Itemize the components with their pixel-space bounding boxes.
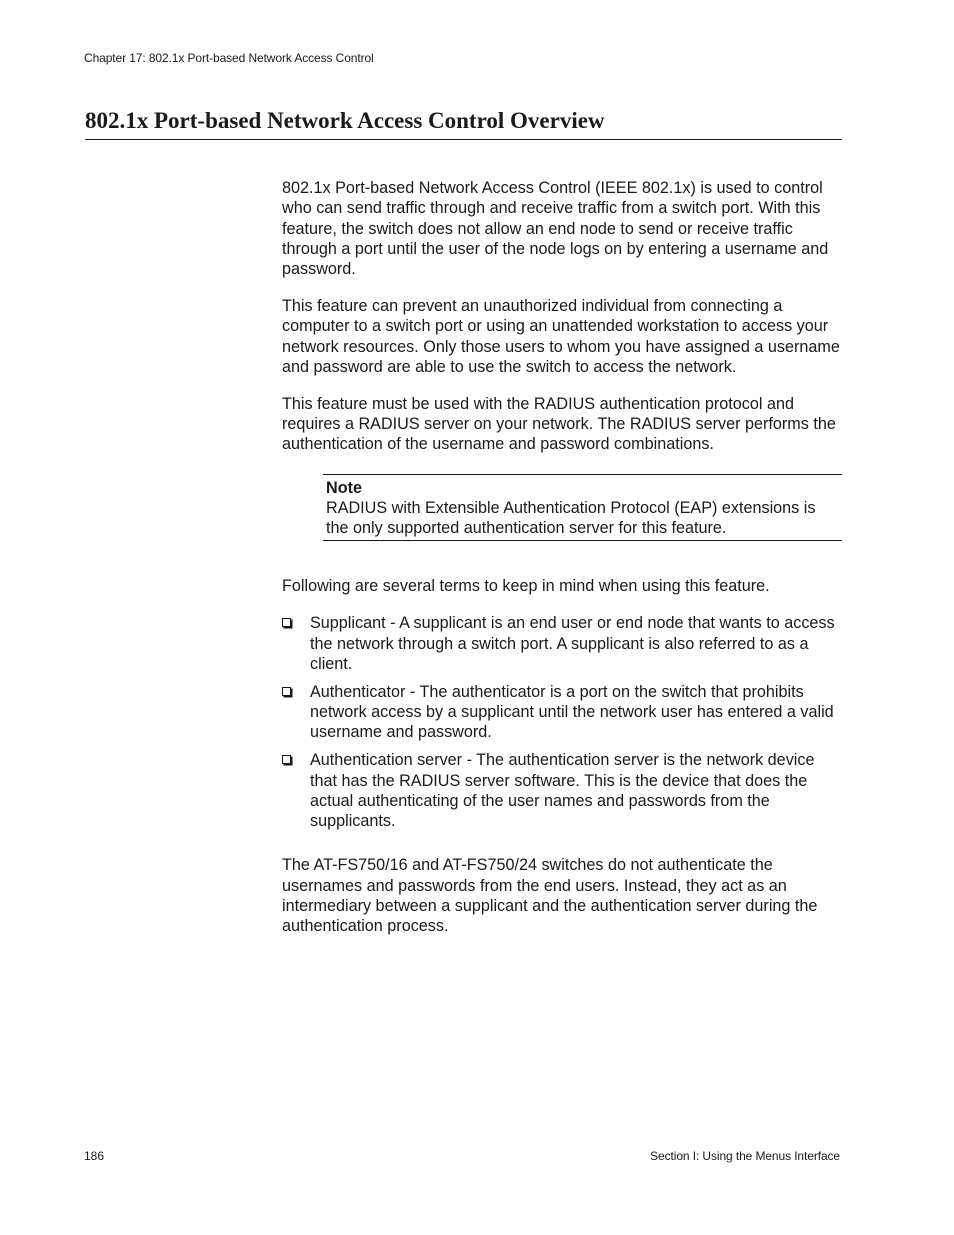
checkbox-bullet-icon (282, 755, 291, 764)
terms-list (282, 613, 844, 831)
terms-intro: Following are several terms to keep in mind when using this feature. (282, 577, 770, 596)
note-box (323, 474, 842, 542)
checkbox-bullet-icon (282, 687, 291, 696)
checkbox-bullet-icon (282, 618, 291, 627)
running-header: Chapter 17: 802.1x Port-based Network Access Control (84, 51, 374, 65)
note-text: RADIUS with Extensible Authentication Protocol (EAP) extensions is the only supported authentication server for this feature. (326, 498, 816, 538)
term-supplicant: Supplicant - A supplicant is an end user or end node that wants to access the network through a switch port. A supplicant is also referred to as a client. (310, 614, 835, 673)
paragraph-closing: The AT-FS750/16 and AT-FS750/24 switches do not authenticate the usernames and passwords from the end users. Instead, they act as an intermediary between a supplicant and the authentication server during the authentication process. (282, 856, 818, 936)
term-authenticator: Authenticator - The authenticator is a port on the switch that prohibits network access by a supplicant until the network user has entered a valid username and password. (310, 682, 834, 742)
footer-page-number: 186 (84, 1149, 105, 1163)
list-item (282, 750, 844, 831)
paragraph-radius: This feature must be used with the RADIUS authentication protocol and requires a RADIUS server on your network. The RADIUS server performs the authentication of the username and password combinations. (282, 394, 836, 454)
section-title: 802.1x Port-based Network Access Control Overview (85, 106, 842, 140)
note-title: Note (326, 478, 362, 497)
list-item (282, 682, 844, 743)
list-item (282, 613, 844, 674)
paragraph-purpose: This feature can prevent an unauthorized individual from connecting a computer to a switch port or using an unattended workstation to access your network resources. Only those users to whom you have assigned a username and password are able to use the switch to access the network. (282, 296, 840, 376)
body-column (282, 178, 844, 953)
term-authentication-server: Authentication server - The authentication server is the network device that has the RADIUS server software. This is the device that does the actual authenticating of the user names and passwords from the supplicants. (310, 751, 815, 831)
paragraph-intro: 802.1x Port-based Network Access Control (IEEE 802.1x) is used to control who can send traffic through and receive traffic from a switch port. With this feature, the switch does not allow an end node to send or receive traffic through a port until the user of the node logs on by entering a username and password. (282, 179, 829, 279)
footer-section-title: Section I: Using the Menus Interface (650, 1149, 840, 1163)
